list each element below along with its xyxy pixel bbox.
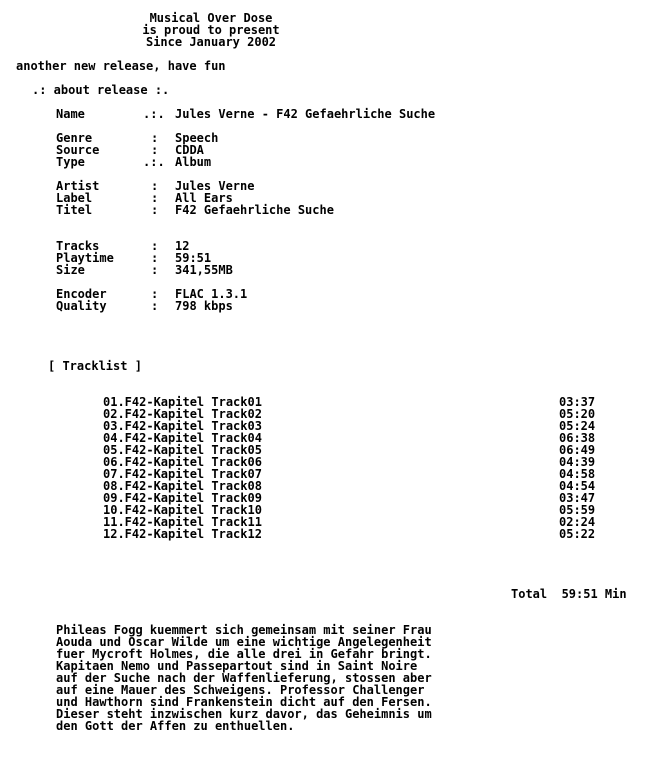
info-value: CDDA [175, 143, 204, 157]
info-sep: : [151, 131, 159, 145]
description-line: Kapitaen Nemo und Passepartout sind in Saint Noire [56, 659, 418, 673]
track-title: 12.F42-Kapitel Track12 [103, 527, 262, 541]
info-value: 59:51 [175, 251, 212, 265]
info-label: Encoder [56, 287, 107, 301]
description-line: und Hawthorn sind Frankenstein dicht auf den Fersen. [56, 695, 432, 709]
track-title: 11.F42-Kapitel Track11 [103, 515, 262, 529]
intro-text: another new release, have fun [16, 59, 226, 73]
description-line: auf eine Mauer des Schweigens. Professor Challenger [56, 683, 425, 697]
track-title: 10.F42-Kapitel Track10 [103, 503, 262, 517]
info-label: Label [56, 191, 93, 205]
header-line-3: Since January 2002 [145, 35, 277, 49]
track-duration: 05:20 [559, 407, 596, 421]
track-duration: 05:59 [559, 503, 596, 517]
info-label: Source [56, 143, 100, 157]
info-sep: .:. [143, 155, 165, 169]
header-line-2: is proud to present [142, 23, 280, 37]
info-sep: : [151, 203, 159, 217]
info-label: Name [56, 107, 85, 121]
track-title: 09.F42-Kapitel Track09 [103, 491, 262, 505]
track-duration: 03:37 [559, 395, 596, 409]
info-value: 12 [175, 239, 190, 253]
info-sep: : [151, 299, 159, 313]
track-title: 03.F42-Kapitel Track03 [103, 419, 262, 433]
info-label: Artist [56, 179, 100, 193]
info-value: Speech [175, 131, 219, 145]
info-value: 341,55MB [175, 263, 233, 277]
info-sep: : [151, 191, 159, 205]
track-title: 05.F42-Kapitel Track05 [103, 443, 262, 457]
track-duration: 05:24 [559, 419, 596, 433]
description-line: Dieser steht inzwischen kurz davor, das Geheimnis um [56, 707, 432, 721]
track-title: 08.F42-Kapitel Track08 [103, 479, 262, 493]
info-value: FLAC 1.3.1 [175, 287, 248, 301]
info-sep: : [151, 143, 159, 157]
info-label: Type [56, 155, 85, 169]
info-label: Playtime [56, 251, 114, 265]
info-sep: : [151, 287, 159, 301]
info-value: Jules Verne - F42 Gefaehrliche Suche [175, 107, 436, 121]
track-title: 04.F42-Kapitel Track04 [103, 431, 262, 445]
info-label: Titel [56, 203, 93, 217]
track-duration: 06:38 [559, 431, 596, 445]
info-value: F42 Gefaehrliche Suche [175, 203, 334, 217]
track-title: 06.F42-Kapitel Track06 [103, 455, 262, 469]
info-sep: : [151, 251, 159, 265]
description-line: den Gott der Affen zu enthuellen. [56, 719, 295, 733]
track-duration: 02:24 [559, 515, 596, 529]
track-title: 02.F42-Kapitel Track02 [103, 407, 262, 421]
about-heading: .: about release :. [32, 83, 170, 97]
info-label: Genre [56, 131, 93, 145]
info-value: Album [175, 155, 212, 169]
info-label: Quality [56, 299, 107, 313]
track-duration: 04:39 [559, 455, 596, 469]
description-line: Phileas Fogg kuemmert sich gemeinsam mit seiner Frau [56, 623, 432, 637]
info-sep: .:. [143, 107, 165, 121]
info-sep: : [151, 179, 159, 193]
total-playtime: Total 59:51 Min [511, 587, 627, 601]
description-line: fuer Mycroft Holmes, die alle drei in Gefahr bringt. [56, 647, 432, 661]
description-line: auf der Suche nach der Waffenlieferung, stossen aber [56, 671, 432, 685]
info-label: Tracks [56, 239, 100, 253]
info-value: 798 kbps [175, 299, 233, 313]
header-line-1: Musical Over Dose [149, 11, 273, 25]
track-title: 01.F42-Kapitel Track01 [103, 395, 262, 409]
track-duration: 04:58 [559, 467, 596, 481]
info-sep: : [151, 239, 159, 253]
track-duration: 04:54 [559, 479, 596, 493]
info-value: Jules Verne [175, 179, 255, 193]
track-duration: 05:22 [559, 527, 596, 541]
track-title: 07.F42-Kapitel Track07 [103, 467, 262, 481]
track-duration: 06:49 [559, 443, 596, 457]
description-line: Aouda und Oscar Wilde um eine wichtige Angelegenheit [56, 635, 432, 649]
track-duration: 03:47 [559, 491, 596, 505]
info-label: Size [56, 263, 85, 277]
info-sep: : [151, 263, 159, 277]
info-value: All Ears [175, 191, 233, 205]
tracklist-heading: [ Tracklist ] [48, 359, 142, 373]
